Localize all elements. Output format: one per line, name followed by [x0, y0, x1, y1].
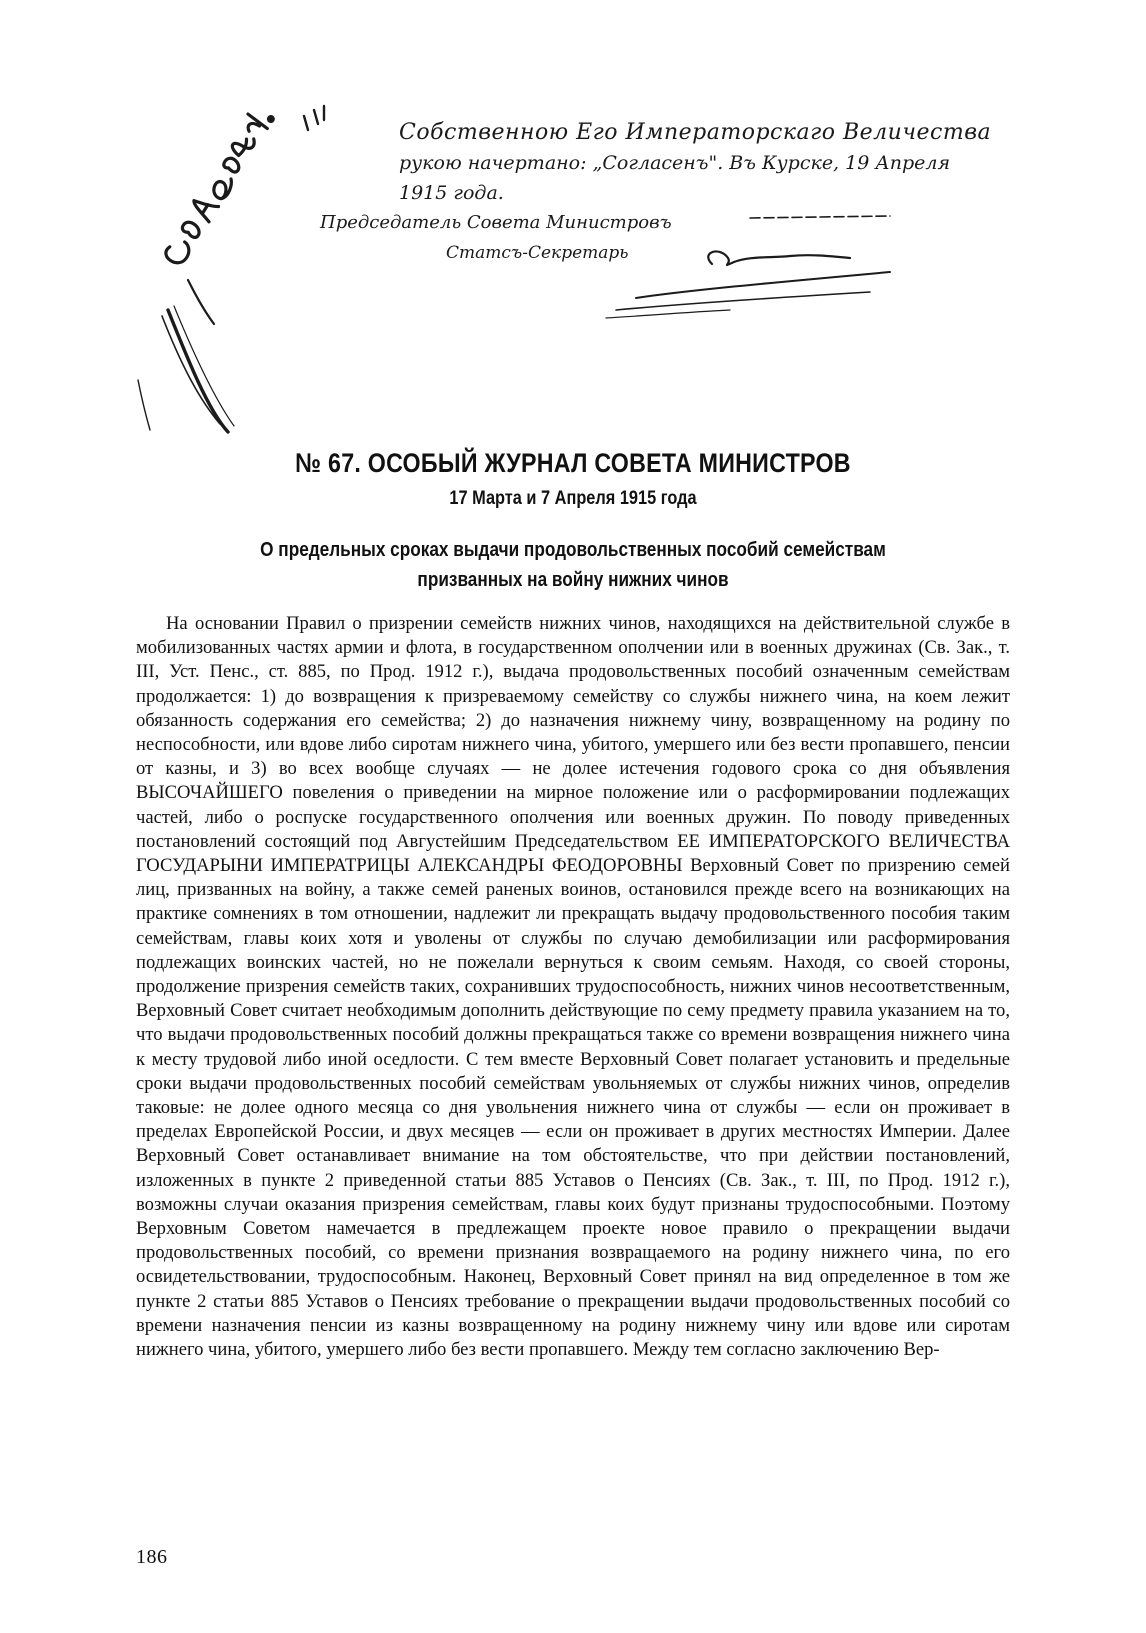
handwritten-note-line-3: 1915 года.	[399, 182, 504, 204]
document-subject-line-1: О предельных сроках выдачи продовольственных пособий семействам	[260, 539, 886, 561]
handwritten-note-line-2: рукою начертано: „Согласенъ". Въ Курске, 19 Апреля	[399, 152, 951, 174]
handwritten-signature-flourish	[600, 212, 920, 322]
document-subject-line-2: призванных на войну нижних чинов	[417, 569, 729, 591]
page-number: 186	[136, 1546, 168, 1568]
document-number-title: № 67. ОСОБЫЙ ЖУРНАЛ СОВЕТА МИНИСТРОВ	[295, 448, 851, 478]
document-date-line: 17 Марта и 7 Апреля 1915 года	[449, 488, 697, 509]
handwritten-note-line-5: Статсъ-Секретарь	[446, 243, 629, 263]
document-body-paragraph: На основании Правил о призрении семейств нижних чинов, находящихся на действительной службе в мобилизованных частях армии и флота, в государственном ополчении или в военных дружинах (Св. Зак., т. III, Уст. Пенс., ст. 885, по Прод. 1912 г.), выдача продовольственных пособий означенным семействам продолжается: 1) до возвращения к призреваемому семейству со службы нижнего чина, на коем лежит обязанность содержания его семейства; 2) до назначения нижнему чину, возвращенному на родину по неспособности, или вдове либо сиротам нижнего чина, убитого, умершего или без вести пропавшего, пенсии от казны, и 3) во всех вообще случаях — не долее истечения годового срока со дня объявления ВЫСОЧАЙШЕГО повеления о приведении на мирное положение или о расформировании подлежащих частей, либо о роспуске государственного ополчения или военных дружин. По поводу приведенных постановлений состоящий под Августейшим Председательством ЕЕ ИМПЕРАТОРСКОГО ВЕЛИЧЕСТВА ГОСУДАРЫНИ ИМПЕРАТРИЦЫ АЛЕКСАНДРЫ ФЕОДОРОВНЫ Верховный Совет по призрению семей лиц, призванных на войну, а также семей раненых воинов, остановился прежде всего на возникающих на практике сомнениях в том отношении, надлежит ли прекращать выдачу продовольственного пособия таким семействам, главы коих хотя и уволены от службы по случаю демобилизации или расформирования подлежащих воинских частей, но не пожелали вернуться к своим семьям. Находя, со своей стороны, продолжение призрения семейств таких, сохранивших трудоспособность, нижних чинов несоответственным, Верховный Совет считает необходимым дополнить действующие по сему предмету правила указанием на то, что выдачи продовольственных пособий должны прекращаться также со времени возвращения нижнего чина к месту трудовой либо иной оседлости. С тем вместе Верховный Совет полагает установить и предельные сроки выдачи продовольственных пособий семействам увольняемых от службы нижних чинов, определив таковые: не долее одного месяца со дня увольнения нижнего чина от службы — если он проживает в пределах Европейской России, и двух месяцев — если он проживает в других местностях Империи. Далее Верховный Совет останавливает внимание на том обстоятельстве, что при действии постановлений, изложенных в пункте 2 приведенной статьи 885 Уставов о Пенсиях (Св. Зак., т. III, по Прод. 1912 г.), возможны случаи оказания призрения семействам, главы коих будут признаны трудоспособными. Поэтому Верховным Советом намечается в предлежащем проекте новое правило о прекращении выдачи продовольственных пособий, со времени признания возвращаемого на родину нижнего чина, по его освидетельствовании, трудоспособным. Наконец, Верховный Совет принял на вид определенное в том же пункте 2 статьи 885 Уставов о Пенсиях требование о прекращении выдачи продовольственных пособий со времени назначения пенсии из казны возвращенному на родину нижнему чину или вдове или сиротам нижнего чина, убитого, умершего либо без вести пропавшего. Между тем согласно заключению Вер-	[136, 613, 1010, 1361]
handwritten-resolution-signature	[128, 80, 328, 440]
handwritten-note-line-4: Председатель Совета Министровъ	[320, 212, 672, 233]
handwritten-note-line-1: Собственною Его Императорскаго Величества	[399, 120, 992, 145]
document-subject	[80, 535, 1066, 595]
